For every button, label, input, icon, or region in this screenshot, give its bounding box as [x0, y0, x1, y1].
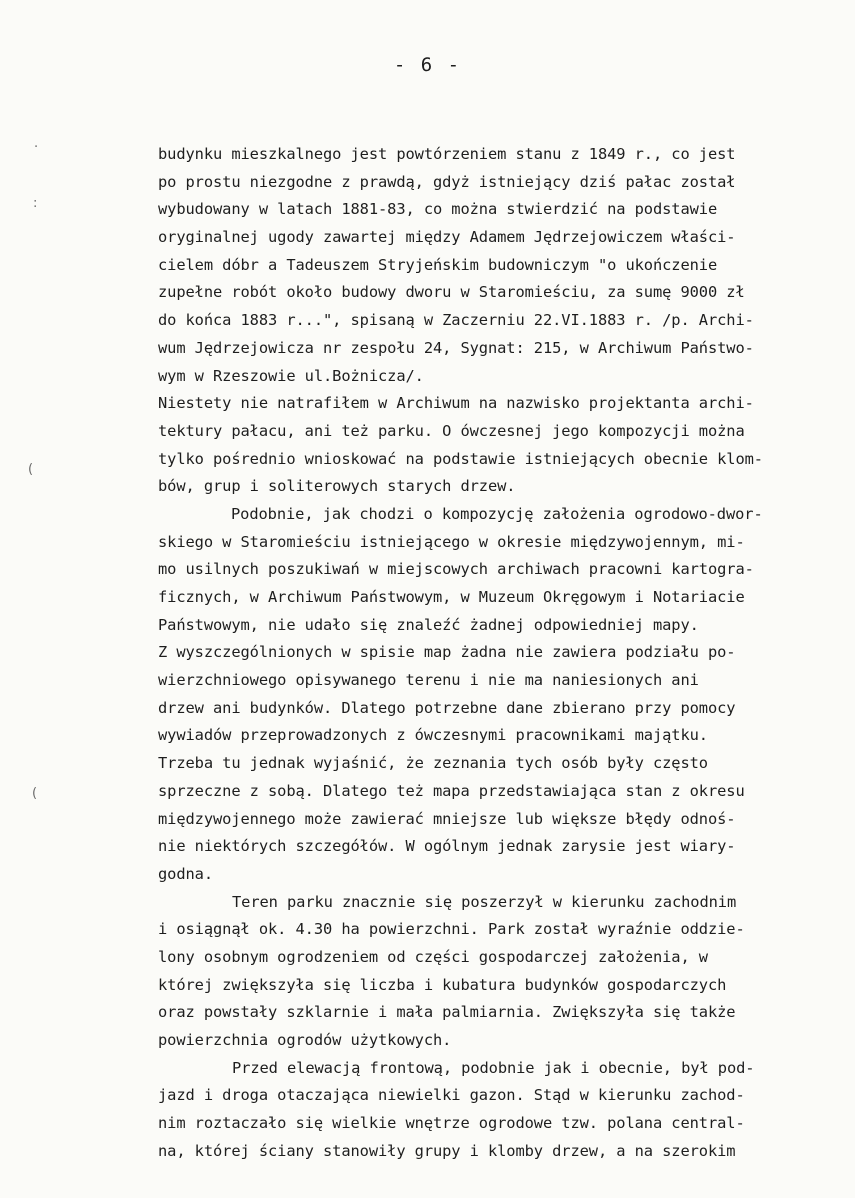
margin-mark: ( [28, 462, 34, 477]
text-line: oraz powstały szklarnie i mała palmiarnia. Zwiększyła się także [158, 1003, 736, 1022]
text-line: sprzeczne z sobą. Dlatego też mapa przedstawiająca stan z okresu [158, 781, 745, 800]
text-line: po prostu niezgodne z prawdą, gdyż istniejący dziś pałac został [158, 172, 736, 191]
text-line: oryginalnej ugody zawartej między Adamem Jędrzejowiczem właści- [158, 228, 736, 247]
text-line: Podobnie, jak chodzi o kompozycję założenia ogrodowo-dwor- [231, 504, 763, 523]
text-line: której zwiększyła się liczba i kubatura budynków gospodarczych [158, 975, 727, 994]
text-line: skiego w Staromieściu istniejącego w okresie międzywojennym, mi- [158, 532, 745, 551]
text-line: jazd i droga otaczająca niewielki gazon. Stąd w kierunku zachod- [158, 1086, 745, 1105]
text-line: wym w Rzeszowie ul.Bożnicza/. [158, 366, 424, 385]
text-line: wum Jędrzejowicza nr zespołu 24, Sygnat: 215, w Archiwum Państwo- [158, 338, 754, 357]
text-line: tektury pałacu, ani też parku. O ówczesnej jego kompozycji można [158, 421, 745, 440]
text-line: międzywojennego może zawierać mniejsze lub większe błędy odnoś- [158, 809, 736, 828]
margin-mark: ( [32, 786, 38, 801]
text-line: Niestety nie natrafiłem w Archiwum na nazwisko projektanta archi- [158, 394, 754, 413]
text-line: powierzchnia ogrodów użytkowych. [158, 1031, 452, 1049]
margin-mark: : [33, 196, 38, 211]
text-line: cielem dóbr a Tadeuszem Stryjeńskim budowniczym "o ukończenie [158, 255, 718, 274]
text-line: Teren parku znacznie się poszerzył w kierunku zachodnim [232, 892, 737, 911]
text-line: godna. [158, 864, 213, 883]
text-line: Państwowym, nie udało się znaleźć żadnej odpowiedniej mapy. [158, 615, 699, 634]
margin-mark: · [34, 140, 39, 155]
text-line: Trzeba tu jednak wyjaśnić, że zeznania tych osób były często [158, 754, 708, 773]
body-text [158, 141, 828, 1165]
text-line: budynku mieszkalnego jest powtórzeniem stanu z 1849 r., co jest [158, 145, 736, 163]
text-line: Z wyszczególnionych w spisie map żadna nie zawiera podziału po- [158, 643, 736, 662]
text-line: bów, grup i soliterowych starych drzew. [158, 477, 516, 496]
text-line: nie niektórych szczegółów. W ogólnym jednak zarysie jest wiary- [158, 837, 736, 856]
text-line: ficznych, w Archiwum Państwowym, w Muzeum Okręgowym i Notariacie [158, 588, 745, 606]
text-line: na, której ściany stanowiły grupy i klomby drzew, a na szerokim [158, 1141, 736, 1160]
text-line: i osiągnął ok. 4.30 ha powierzchni. Park został wyraźnie oddzie- [158, 920, 745, 939]
text-line: Przed elewacją frontową, podobnie jak i obecnie, był pod- [232, 1058, 755, 1077]
text-line: wywiadów przeprowadzonych z ówczesnymi pracownikami majątku. [158, 726, 708, 745]
text-line: drzew ani budynków. Dlatego potrzebne dane zbierano przy pomocy [158, 698, 736, 717]
text-line: wybudowany w latach 1881-83, co można stwierdzić na podstawie [158, 200, 718, 219]
text-line: lony osobnym ogrodzeniem od części gospodarczej założenia, w [158, 947, 708, 966]
text-line: do końca 1883 r...", spisaną w Zaczerniu 22.VI.1883 r. /p. Archi- [158, 311, 754, 330]
text-line: wierzchniowego opisywanego terenu i nie ma naniesionych ani [158, 671, 699, 690]
text-line: mo usilnych poszukiwań w miejscowych archiwach pracowni kartogra- [158, 560, 754, 579]
page-number: - 6 - [393, 54, 462, 76]
text-line: tylko pośrednio wnioskować na podstawie istniejących obecnie klom- [158, 449, 763, 468]
text-line: zupełne robót około budowy dworu w Staromieściu, za sumę 9000 zł [158, 283, 745, 302]
text-line: nim roztaczało się wielkie wnętrze ogrodowe tzw. polana central- [158, 1114, 745, 1133]
